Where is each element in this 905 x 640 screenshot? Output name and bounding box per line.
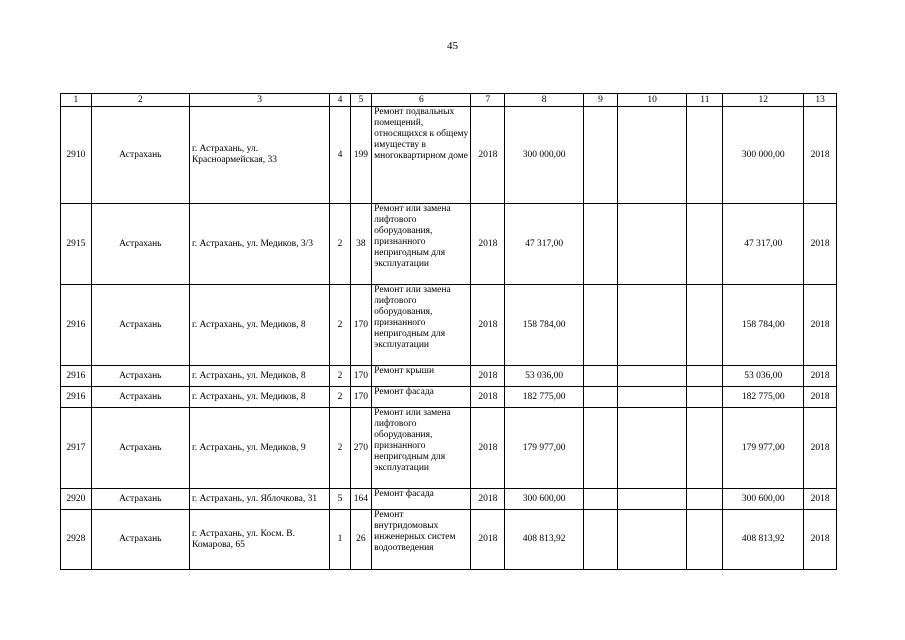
city-cell: Астрахань [91, 510, 189, 570]
col-9-cell [584, 387, 618, 408]
col-9-cell [584, 204, 618, 285]
apartments-count-cell: 199 [350, 107, 371, 204]
end-year-cell: 2018 [804, 489, 837, 510]
column-header-6: 6 [372, 94, 471, 107]
column-header-5: 5 [350, 94, 371, 107]
end-year-cell: 2018 [804, 408, 837, 489]
row-id-cell: 2916 [61, 387, 92, 408]
city-cell: Астрахань [91, 387, 189, 408]
floors-count-cell: 5 [330, 489, 350, 510]
address-cell: г. Астрахань, ул. Медиков, 3/3 [189, 204, 329, 285]
row-id-cell: 2920 [61, 489, 92, 510]
col-11-cell [687, 408, 723, 489]
col-9-cell [584, 408, 618, 489]
table-row [61, 204, 837, 285]
row-id-cell: 2915 [61, 204, 92, 285]
apartments-count-cell: 170 [350, 387, 371, 408]
row-id-cell: 2916 [61, 285, 92, 366]
year-cell: 2018 [471, 510, 505, 570]
column-number-row [61, 94, 837, 107]
apartments-count-cell: 270 [350, 408, 371, 489]
year-cell: 2018 [471, 366, 505, 387]
col-11-cell [687, 204, 723, 285]
end-year-cell: 2018 [804, 204, 837, 285]
floors-count-cell: 2 [330, 366, 350, 387]
col-11-cell [687, 489, 723, 510]
floors-count-cell: 2 [330, 387, 350, 408]
apartments-count-cell: 170 [350, 366, 371, 387]
col-11-cell [687, 285, 723, 366]
col-12-cost-cell: 408 813,92 [723, 510, 804, 570]
column-header-12: 12 [723, 94, 804, 107]
col-10-cell [617, 285, 687, 366]
end-year-cell: 2018 [804, 387, 837, 408]
end-year-cell: 2018 [804, 510, 837, 570]
col-11-cell [687, 366, 723, 387]
total-cost-cell: 53 036,00 [505, 366, 584, 387]
col-10-cell [617, 366, 687, 387]
table-row [61, 366, 837, 387]
total-cost-cell: 182 775,00 [505, 387, 584, 408]
table-row [61, 387, 837, 408]
floors-count-cell: 1 [330, 510, 350, 570]
col-10-cell [617, 408, 687, 489]
table-row [61, 510, 837, 570]
work-type-cell: Ремонт фасада [372, 387, 471, 408]
city-cell: Астрахань [91, 408, 189, 489]
col-12-cost-cell: 158 784,00 [723, 285, 804, 366]
col-9-cell [584, 510, 618, 570]
total-cost-cell: 179 977,00 [505, 408, 584, 489]
table-row [61, 408, 837, 489]
row-id-cell: 2928 [61, 510, 92, 570]
column-header-9: 9 [584, 94, 618, 107]
column-header-1: 1 [61, 94, 92, 107]
col-11-cell [687, 510, 723, 570]
total-cost-cell: 158 784,00 [505, 285, 584, 366]
total-cost-cell: 408 813,92 [505, 510, 584, 570]
apartments-count-cell: 164 [350, 489, 371, 510]
year-cell: 2018 [471, 387, 505, 408]
col-10-cell [617, 510, 687, 570]
col-9-cell [584, 489, 618, 510]
floors-count-cell: 2 [330, 204, 350, 285]
col-9-cell [584, 366, 618, 387]
address-cell: г. Астрахань, ул. Красноармейская, 33 [189, 107, 329, 204]
col-10-cell [617, 204, 687, 285]
year-cell: 2018 [471, 204, 505, 285]
total-cost-cell: 300 600,00 [505, 489, 584, 510]
year-cell: 2018 [471, 107, 505, 204]
table-row [61, 285, 837, 366]
col-10-cell [617, 107, 687, 204]
address-cell: г. Астрахань, ул. Медиков, 8 [189, 366, 329, 387]
floors-count-cell: 2 [330, 285, 350, 366]
col-11-cell [687, 387, 723, 408]
work-type-cell: Ремонт фасада [372, 489, 471, 510]
floors-count-cell: 2 [330, 408, 350, 489]
col-12-cost-cell: 300 600,00 [723, 489, 804, 510]
year-cell: 2018 [471, 285, 505, 366]
column-header-11: 11 [687, 94, 723, 107]
city-cell: Астрахань [91, 285, 189, 366]
table-row [61, 489, 837, 510]
column-header-2: 2 [91, 94, 189, 107]
work-type-cell: Ремонт внутридомовых инженерных систем водоотведения [372, 510, 471, 570]
city-cell: Астрахань [91, 489, 189, 510]
table-row [61, 107, 837, 204]
year-cell: 2018 [471, 489, 505, 510]
apartments-count-cell: 38 [350, 204, 371, 285]
end-year-cell: 2018 [804, 107, 837, 204]
address-cell: г. Астрахань, ул. Медиков, 8 [189, 387, 329, 408]
column-header-7: 7 [471, 94, 505, 107]
work-type-cell: Ремонт или замена лифтового оборудования, признанного непригодным для эксплуатации [372, 285, 471, 366]
city-cell: Астрахань [91, 366, 189, 387]
address-cell: г. Астрахань, ул. Яблочкова, 31 [189, 489, 329, 510]
col-12-cost-cell: 53 036,00 [723, 366, 804, 387]
apartments-count-cell: 26 [350, 510, 371, 570]
work-type-cell: Ремонт подвальных помещений, относящихся к общему имуществу в многоквартирном доме [372, 107, 471, 204]
total-cost-cell: 47 317,00 [505, 204, 584, 285]
column-header-8: 8 [505, 94, 584, 107]
col-12-cost-cell: 300 000,00 [723, 107, 804, 204]
end-year-cell: 2018 [804, 285, 837, 366]
column-header-4: 4 [330, 94, 350, 107]
column-header-13: 13 [804, 94, 837, 107]
works-table [60, 93, 837, 570]
row-id-cell: 2916 [61, 366, 92, 387]
column-header-10: 10 [617, 94, 687, 107]
col-10-cell [617, 489, 687, 510]
col-11-cell [687, 107, 723, 204]
col-9-cell [584, 285, 618, 366]
work-type-cell: Ремонт или замена лифтового оборудования, признанного непригодным для эксплуатации [372, 204, 471, 285]
column-header-3: 3 [189, 94, 329, 107]
end-year-cell: 2018 [804, 366, 837, 387]
address-cell: г. Астрахань, ул. Медиков, 9 [189, 408, 329, 489]
apartments-count-cell: 170 [350, 285, 371, 366]
row-id-cell: 2910 [61, 107, 92, 204]
col-12-cost-cell: 179 977,00 [723, 408, 804, 489]
col-12-cost-cell: 182 775,00 [723, 387, 804, 408]
col-10-cell [617, 387, 687, 408]
row-id-cell: 2917 [61, 408, 92, 489]
address-cell: г. Астрахань, ул. Косм. В. Комарова, 65 [189, 510, 329, 570]
total-cost-cell: 300 000,00 [505, 107, 584, 204]
page-number: 45 [447, 40, 458, 52]
col-12-cost-cell: 47 317,00 [723, 204, 804, 285]
year-cell: 2018 [471, 408, 505, 489]
city-cell: Астрахань [91, 204, 189, 285]
floors-count-cell: 4 [330, 107, 350, 204]
col-9-cell [584, 107, 618, 204]
city-cell: Астрахань [91, 107, 189, 204]
address-cell: г. Астрахань, ул. Медиков, 8 [189, 285, 329, 366]
work-type-cell: Ремонт или замена лифтового оборудования, признанного непригодным для эксплуатации [372, 408, 471, 489]
work-type-cell: Ремонт крыши [372, 366, 471, 387]
